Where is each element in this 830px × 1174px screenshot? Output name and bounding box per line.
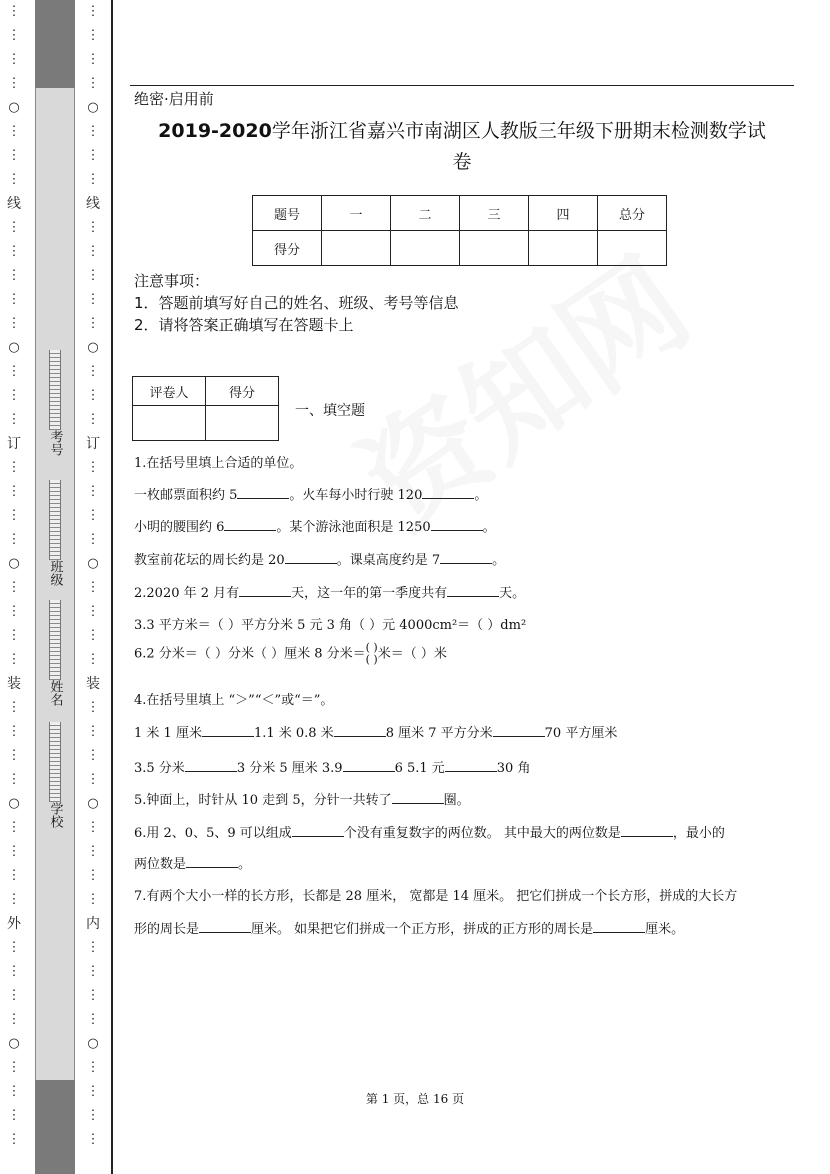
outer-mark-ding: 订: [7, 436, 21, 452]
question-1-line-b: 小明的腰围约 6 。某个游泳池面积是 1250 。: [134, 520, 496, 535]
question-4-line-a: 1 米 1 厘米 1.1 米 0.8 米 8 厘米 7 平方分米 70 平方厘米: [134, 726, 618, 741]
student-info-fields: [35, 350, 75, 850]
outer-binding-marks: ⋮ ⋮ ⋮ ⋮ ○ ⋮ ⋮ ⋮ 线 ⋮ ⋮ ⋮ ⋮ ⋮ ○ ⋮ ⋮ ⋮ 订 ⋮ ⋮ ⋮ ⋮ ○ ⋮ ⋮ ⋮ ⋮ 装 ⋮ ⋮ ⋮ ⋮ ○ ⋮ ⋮ ⋮ ⋮ 外 ⋮ ⋮ ⋮ ⋮ ○ ⋮ ⋮ ⋮ ⋮: [4, 0, 24, 1174]
question-1-line-a: 一枚邮票面积约 5 。火车每小时行驶 120 。: [134, 488, 488, 503]
outer-mark-xian: 线: [7, 196, 21, 212]
question-3: 3.3 平方米＝（ ）平方分米 5 元 3 角（ ）元 4000cm²＝（ ）dm²: [134, 618, 527, 633]
page-footer: 第 1 页，总 16 页: [365, 1092, 465, 1106]
inner-mark-nei: 内: [86, 916, 100, 932]
field-label-school: 学校: [47, 802, 63, 828]
question-5: 5.钟面上，时针从 10 走到 5，分针一共转了 圈。: [134, 793, 470, 808]
field-label-class: 班级: [47, 560, 63, 586]
question-1-stem: 1.在括号里填上合适的单位。: [134, 456, 303, 471]
field-label-exam-id: 考号: [47, 430, 63, 456]
question-4-line-b: 3.5 分米 3 分米 5 厘米 3.9 6 5.1 元 30 角: [134, 761, 531, 776]
score-table: 题号 一 二 三 四 总分 得分: [252, 195, 667, 266]
question-2: 2.2020 年 2 月有 天，这一年的第一季度共有 天。: [134, 586, 526, 601]
page-title: 2019-2020学年浙江省嘉兴市南湖区人教版三年级下册期末检测数学试 卷: [158, 120, 766, 173]
secret-label: 绝密·启用前: [134, 90, 214, 108]
binding-strip-top: [35, 0, 75, 88]
inner-binding-marks: ⋮ ⋮ ⋮ ⋮ ○ ⋮ ⋮ ⋮ 线 ⋮ ⋮ ⋮ ⋮ ⋮ ○ ⋮ ⋮ ⋮ 订 ⋮ ⋮ ⋮ ⋮ ○ ⋮ ⋮ ⋮ ⋮ 装 ⋮ ⋮ ⋮ ⋮ ○ ⋮ ⋮ ⋮ ⋮ 内 ⋮ ⋮ ⋮ ⋮ ○ ⋮ ⋮ ⋮ ⋮: [83, 0, 103, 1174]
question-6a: 6.2 分米＝（ ）分米（ ）厘米 8 分米＝( ) ( )米＝（ ）米: [134, 641, 447, 666]
notice: 注意事项： 1．答题前填写好自己的姓名、班级、考号等信息 2．请将答案正确填写在答题卡上: [134, 272, 459, 334]
question-1-line-c: 教室前花坛的周长约是 20 。课桌高度约是 7 。: [134, 553, 506, 568]
question-7-line-b: 形的周长是 厘米。 如果把它们拼成一个正方形，拼成的正方形的周长是 厘米。: [134, 922, 685, 937]
header-rule: [130, 85, 794, 86]
grader-table: 评卷人 得分: [132, 376, 279, 441]
question-7-line-a: 7.有两个大小一样的长方形，长都是 28 厘米， 宽都是 14 厘米。 把它们拼成一个长方形，拼成的大长方: [134, 889, 738, 904]
question-4-stem: 4.在括号里填上 “＞”“＜”或“＝”。: [134, 693, 334, 708]
section-title: 一、填空题: [295, 403, 365, 419]
outer-mark-wai: 外: [7, 916, 21, 932]
question-6-line-b: 两位数是 。: [134, 857, 252, 872]
inner-mark-zhuang: 装: [86, 676, 100, 692]
inner-mark-ding: 订: [86, 436, 100, 452]
field-label-name: 姓名: [47, 680, 63, 706]
binding-line: [111, 0, 113, 1174]
inner-mark-xian: 线: [86, 196, 100, 212]
question-6-line-a: 6.用 2、0、5、9 可以组成 个没有重复数字的两位数。 其中最大的两位数是 ，最小的: [134, 826, 725, 841]
outer-mark-zhuang: 装: [7, 676, 21, 692]
